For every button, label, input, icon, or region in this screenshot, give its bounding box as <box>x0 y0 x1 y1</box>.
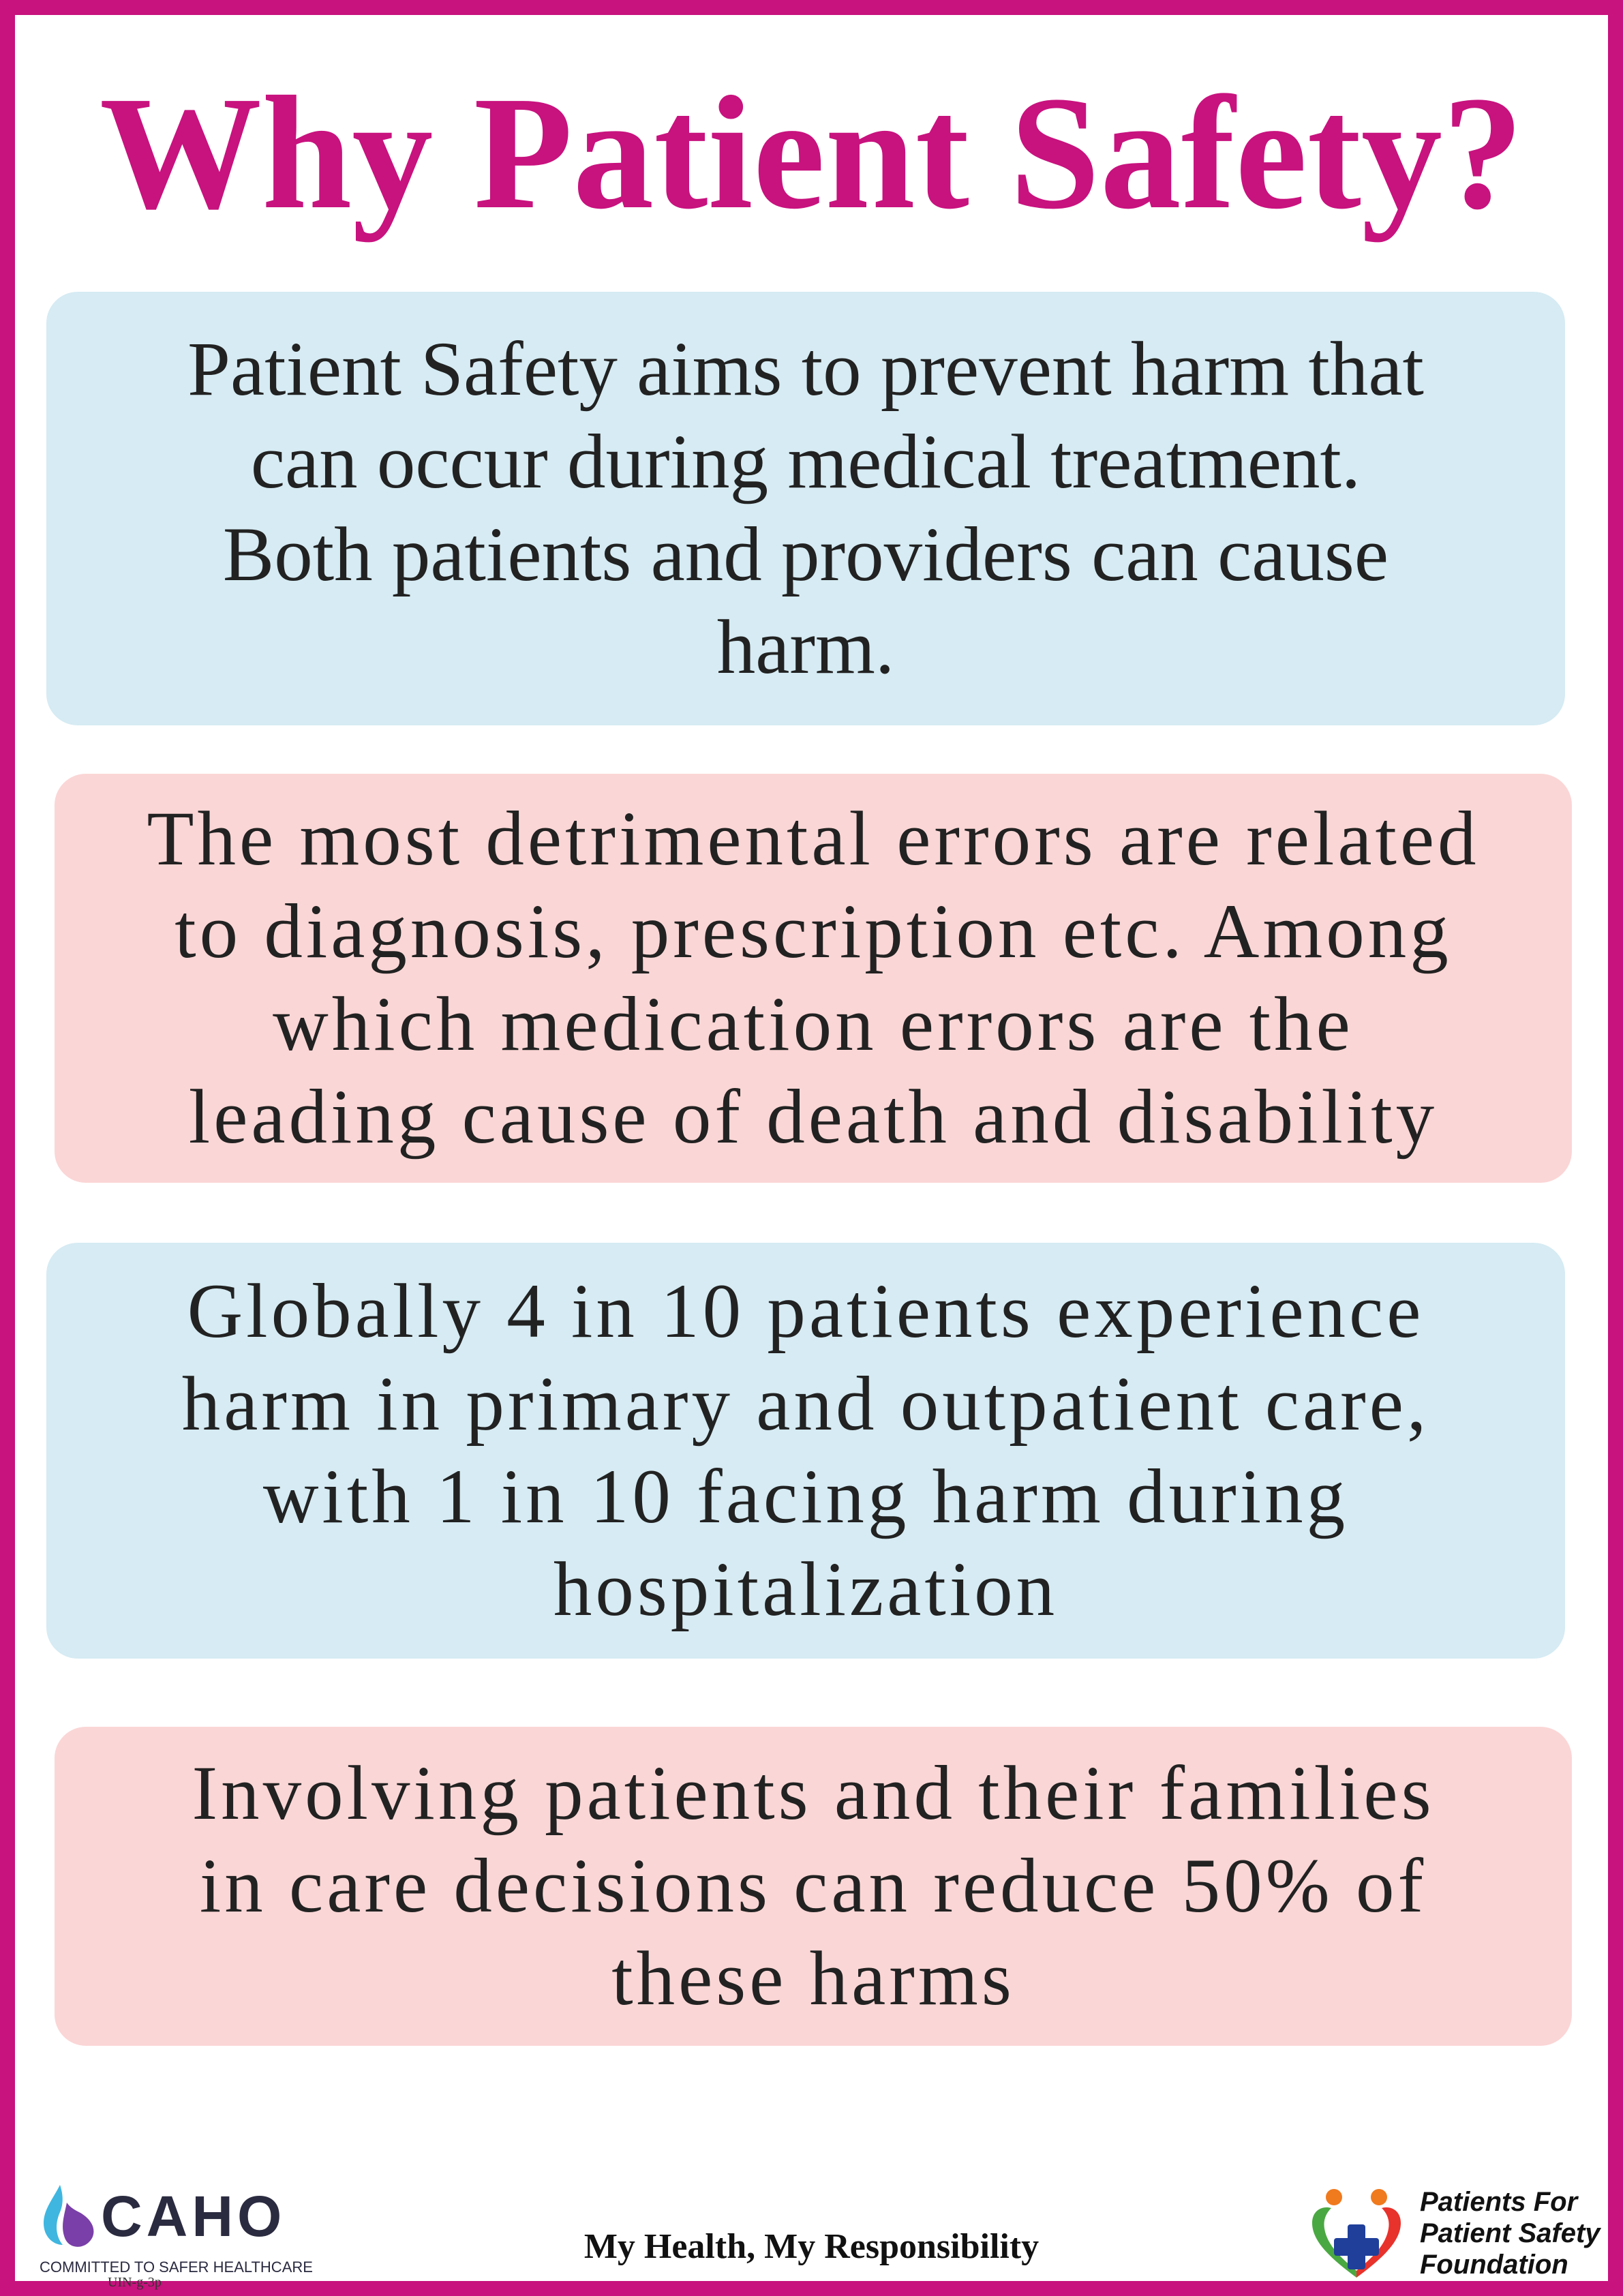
ppsf-line: Patient Safety <box>1420 2218 1601 2248</box>
page-title: Why Patient Safety? <box>100 63 1523 243</box>
card-line: Both patients and providers can cause <box>222 512 1389 597</box>
caho-code: UIN-g-3p <box>108 2275 162 2290</box>
card-line: with 1 in 10 facing harm during <box>262 1454 1349 1539</box>
caho-tagline: COMMITTED TO SAFER HEALTHCARE <box>40 2259 313 2276</box>
card-line: which medication errors are the <box>273 982 1354 1067</box>
card-line: harm in primary and outpatient care, <box>181 1361 1430 1447</box>
ppsf-line: Foundation <box>1420 2250 1568 2280</box>
card-line: hospitalization <box>553 1547 1059 1632</box>
caho-name: CAHO <box>101 2184 286 2248</box>
card-line: Globally 4 in 10 patients experience <box>187 1269 1425 1354</box>
card-line: can occur during medical treatment. <box>250 419 1361 504</box>
card-line: Involving patients and their families <box>192 1751 1435 1836</box>
info-card-errors <box>55 774 1572 1183</box>
card-line: The most detrimental errors are related <box>147 796 1480 881</box>
info-card-involvement <box>55 1727 1572 2046</box>
card-line: harm. <box>716 605 895 690</box>
ppsf-logo <box>1305 2178 1605 2287</box>
card-line: leading cause of death and disability <box>188 1074 1438 1160</box>
footer-tagline: My Health, My Responsibility <box>583 2227 1040 2266</box>
ppsf-line: Patients For <box>1420 2187 1578 2217</box>
card-line: in care decisions can reduce 50% of <box>199 1843 1427 1929</box>
info-card-definition <box>46 292 1565 725</box>
ppsf-heart-cross-logo-icon <box>1305 2184 1408 2280</box>
card-line: Patient Safety aims to prevent harm that <box>187 327 1424 412</box>
ppsf-name <box>1420 2186 1601 2280</box>
card-line: to diagnosis, prescription etc. Among <box>175 889 1452 974</box>
info-card-global-stats <box>46 1243 1565 1659</box>
card-line: these harms <box>611 1936 1015 2021</box>
